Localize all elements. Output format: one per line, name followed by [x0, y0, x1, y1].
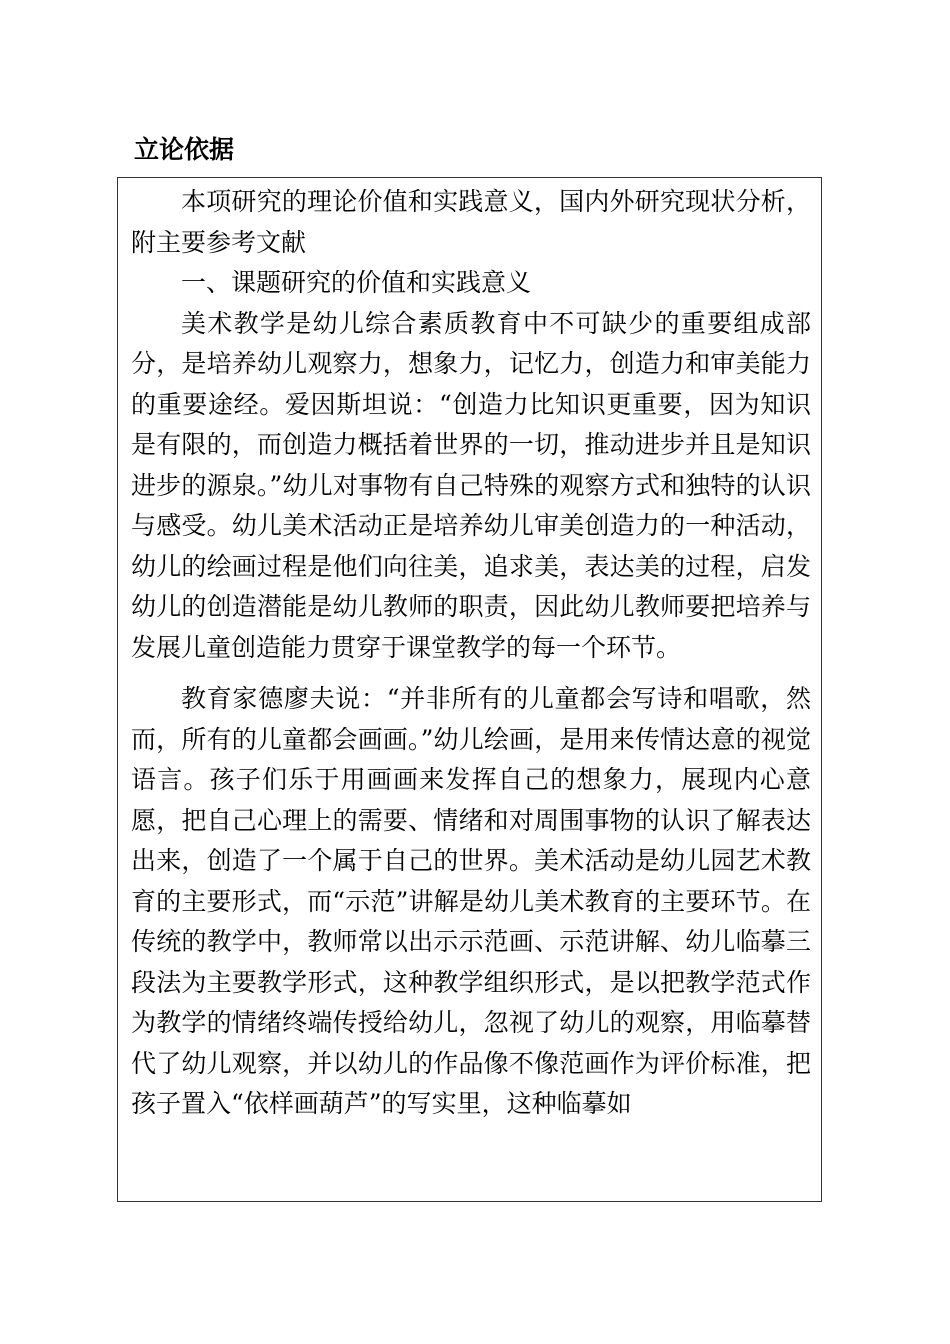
- text-block: [131, 182, 811, 1125]
- body-paragraph-2: 教育家德廖夫说：“并非所有的儿童都会写诗和唱歌，然而，所有的儿童都会画画。”幼儿绘画，是用来传情达意的视觉语言。孩子们乐于用画画来发挥自己的想象力，展现内心意愿，把自己心理上的需要、情绪和对周围事物的认识了解表达出来，创造了一个属于自己的世界。美术活动是幼儿园艺术教育的主要形式，而“示范”讲解是幼儿美术教育的主要环节。在传统的教学中，教师常以出示示范画、示范讲解、幼儿临摹三段法为主要教学形式，这种教学组织形式，是以把教学范式作为教学的情绪终端传授给幼儿，忽视了幼儿的观察，用临摹替代了幼儿观察，并以幼儿的作品像不像范画作为评价标准，把孩子置入“依样画葫芦”的写实里，这种临摹如: [131, 684, 811, 1118]
- subheading-paragraph: 一、课题研究的价值和实践意义: [181, 268, 532, 297]
- content-box: [117, 177, 822, 1202]
- section-title: 立论依据: [134, 135, 235, 164]
- prompt-paragraph: 本项研究的理论价值和实践意义，国内外研究现状分析，附主要参考文献: [131, 187, 811, 257]
- body-paragraph-1: 美术教学是幼儿综合素质教育中不可缺少的重要组成部分，是培养幼儿观察力，想象力，记忆力，创造力和审美能力的重要途经。爱因斯坦说：“创造力比知识更重要，因为知识是有限的，而创造力概括着世界的一切，推动进步并且是知识进步的源泉。”幼儿对事物有自己特殊的观察方式和独特的认识与感受。幼儿美术活动正是培养幼儿审美创造力的一种活动，幼儿的绘画过程是他们向往美，追求美，表达美的过程，启发幼儿的创造潜能是幼儿教师的职责，因此幼儿教师要把培养与发展儿童创造能力贯穿于课堂教学的每一个环节。: [131, 308, 811, 662]
